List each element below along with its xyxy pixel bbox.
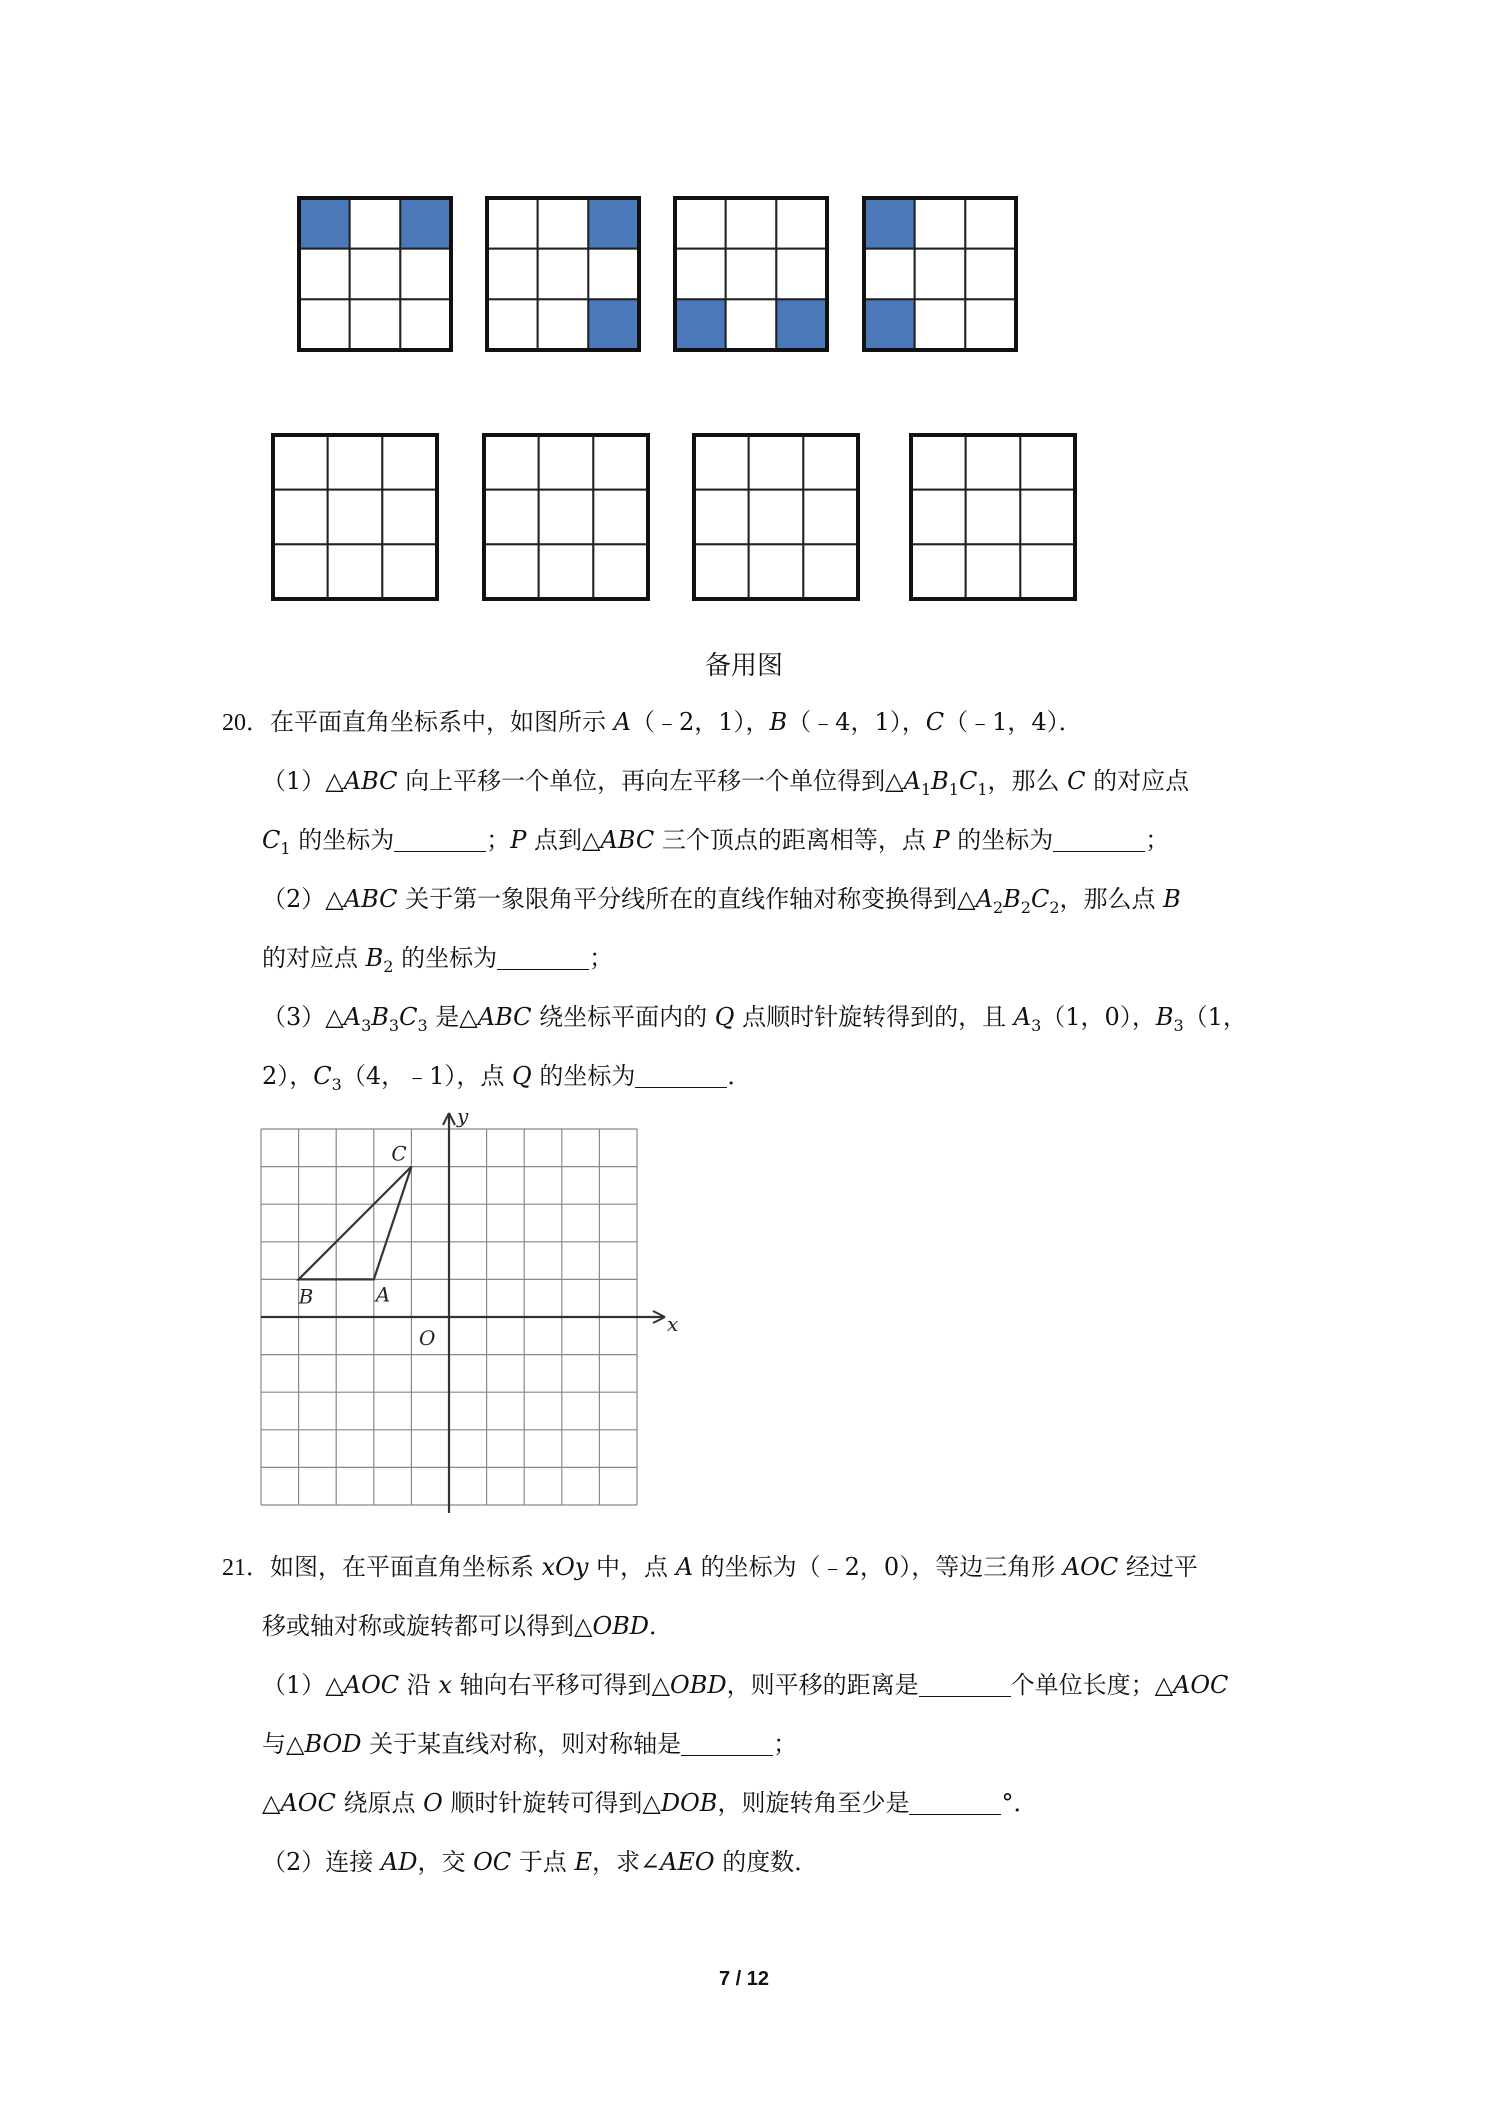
grid-cell: [749, 544, 804, 599]
grid-cell: [803, 490, 858, 545]
grid-cell: [588, 249, 639, 300]
grid-cell: [539, 544, 594, 599]
answer-blank[interactable]: [919, 1672, 1011, 1697]
grid-cell: [299, 249, 350, 300]
blank-grid-2: [482, 433, 650, 601]
grid-cell: [382, 544, 437, 599]
grid-cell: [749, 435, 804, 490]
q20-part3-line2: 2），$C_3(4$，﹣1），点 Q 的坐标为 ．: [262, 1062, 752, 1094]
grid-cell: [803, 544, 858, 599]
grid-cell: [726, 198, 777, 249]
grid-cell: [911, 490, 966, 545]
grid-cell: [539, 435, 594, 490]
point-label-c: C: [391, 1141, 407, 1166]
grid-cell: [726, 299, 777, 350]
q20-part1-line1: （1）△ABC 向上平移一个单位，再向左平移一个单位得到$\triangle A_1B_1C_1$，那么 C 的对应点: [262, 767, 1190, 799]
grid-cell: [328, 435, 383, 490]
y-axis-label: y: [457, 1110, 469, 1128]
filled-cell: [864, 299, 915, 350]
filled-cell: [588, 299, 639, 350]
page-number: 7 / 12: [718, 1968, 770, 1990]
grid-cell: [350, 198, 401, 249]
filled-cell: [299, 198, 350, 249]
point-label-b: B: [298, 1284, 314, 1309]
filled-cell: [588, 198, 639, 249]
grid-cell: [915, 198, 966, 249]
q21-part1-line3: △AOC 绕原点 O 顺时针旋转可得到△DOB，则旋转角至少是 °．: [262, 1789, 1038, 1817]
grid-cell: [911, 544, 966, 599]
filled-cell: [864, 198, 915, 249]
grid-cell: [803, 435, 858, 490]
grid-cell: [487, 198, 538, 249]
grid-cell: [694, 490, 749, 545]
q21-part2: （2）连接 AD，交 OC 于点 E，求∠AEO 的度数．: [262, 1848, 819, 1876]
grid-cell: [966, 544, 1021, 599]
grid-cell: [864, 249, 915, 300]
filled-cell: [675, 299, 726, 350]
point-label-a: A: [375, 1282, 391, 1307]
grid-cell: [328, 490, 383, 545]
grid-cell: [915, 299, 966, 350]
grid-cell: [350, 249, 401, 300]
grid-cell: [487, 249, 538, 300]
grid-cell: [776, 198, 827, 249]
grid-cell: [966, 435, 1021, 490]
grid-cell: [382, 435, 437, 490]
grid-cell: [538, 198, 589, 249]
grid-cell: [400, 249, 451, 300]
pattern-grid-2: [485, 196, 641, 352]
answer-blank[interactable]: [1053, 827, 1145, 852]
pattern-grid-3: [673, 196, 829, 352]
q21-stem-line2: 移或轴对称或旋转都可以得到△OBD．: [262, 1612, 674, 1640]
answer-blank[interactable]: [909, 1790, 1001, 1815]
grid-cell: [726, 249, 777, 300]
grid-cell: [593, 435, 648, 490]
pattern-grid-1: [297, 196, 453, 352]
grid-cell: [1020, 435, 1075, 490]
grid-cell: [749, 490, 804, 545]
grid-cell: [299, 299, 350, 350]
blank-grid-1: [271, 433, 439, 601]
filled-cell: [776, 299, 827, 350]
coordinate-grid-figure: [260, 1110, 680, 1530]
grid-cell: [328, 544, 383, 599]
grid-cell: [675, 198, 726, 249]
q20-part1-line2: $C_1$ 的坐标为 ；P 点到△ABC 三个顶点的距离相等，点 P 的坐标为 ；: [262, 826, 1170, 858]
grid-cell: [965, 249, 1016, 300]
origin-label: O: [419, 1326, 436, 1350]
grid-cell: [382, 490, 437, 545]
grid-cell: [273, 435, 328, 490]
q21-part1-line1: （1）△AOC 沿 x 轴向右平移可得到△OBD，则平移的距离是 个单位长度；△AOC: [262, 1671, 1229, 1699]
grid-cell: [484, 435, 539, 490]
answer-blank[interactable]: [635, 1063, 727, 1088]
q21-part1-line2: 与△BOD 关于某直线对称，则对称轴是 ；: [262, 1730, 798, 1758]
grid-cell: [1020, 544, 1075, 599]
grid-cell: [273, 490, 328, 545]
figure-caption: 备用图: [704, 651, 783, 681]
q20-number: 20．: [222, 710, 270, 736]
q20-part2-line1: （2）△ABC 关于第一象限角平分线所在的直线作轴对称变换得到$\triangle A_2B_2C_2$，那么点 B: [262, 885, 1181, 917]
grid-cell: [484, 490, 539, 545]
filled-cell: [400, 198, 451, 249]
triangle-abc: [299, 1167, 412, 1280]
grid-cell: [675, 249, 726, 300]
grid-cell: [400, 299, 451, 350]
answer-blank[interactable]: [681, 1731, 773, 1756]
grid-cell: [593, 544, 648, 599]
grid-cell: [538, 299, 589, 350]
grid-cell: [694, 435, 749, 490]
blank-grid-3: [692, 433, 860, 601]
q21-stem-line1: 21．如图，在平面直角坐标系 xOy 中，点 A 的坐标为（﹣2，0），等边三角形 AOC 经过平: [222, 1553, 1198, 1581]
grid-cell: [273, 544, 328, 599]
grid-cell: [965, 198, 1016, 249]
q20-stem: 20．在平面直角坐标系中，如图所示 A（﹣2，1），B（﹣4，1），C（﹣1，4）．: [222, 708, 1083, 736]
grid-cell: [593, 490, 648, 545]
grid-cell: [350, 299, 401, 350]
grid-cell: [915, 249, 966, 300]
grid-cell: [539, 490, 594, 545]
grid-cell: [538, 249, 589, 300]
pattern-grid-4: [862, 196, 1018, 352]
grid-cell: [484, 544, 539, 599]
grid-cell: [487, 299, 538, 350]
blank-grid-4: [909, 433, 1077, 601]
grid-cell: [966, 490, 1021, 545]
q20-part3-line1: $(3)\triangle A_3B_3C_3$ 是△ABC 绕坐标平面内的 Q 点顺时针旋转得到的，且 $A_3(1$，0），$B_3(1$，: [262, 1003, 1247, 1035]
grid-cell: [1020, 490, 1075, 545]
answer-blank[interactable]: [394, 827, 486, 852]
x-axis-label: x: [667, 1312, 679, 1336]
grid-cell: [776, 249, 827, 300]
grid-cell: [694, 544, 749, 599]
answer-blank[interactable]: [497, 945, 589, 970]
q20-part2-line2: 的对应点 $B_2$ 的坐标为 ；: [262, 944, 614, 976]
grid-cell: [965, 299, 1016, 350]
q21-number: 21．: [222, 1555, 270, 1581]
grid-cell: [911, 435, 966, 490]
